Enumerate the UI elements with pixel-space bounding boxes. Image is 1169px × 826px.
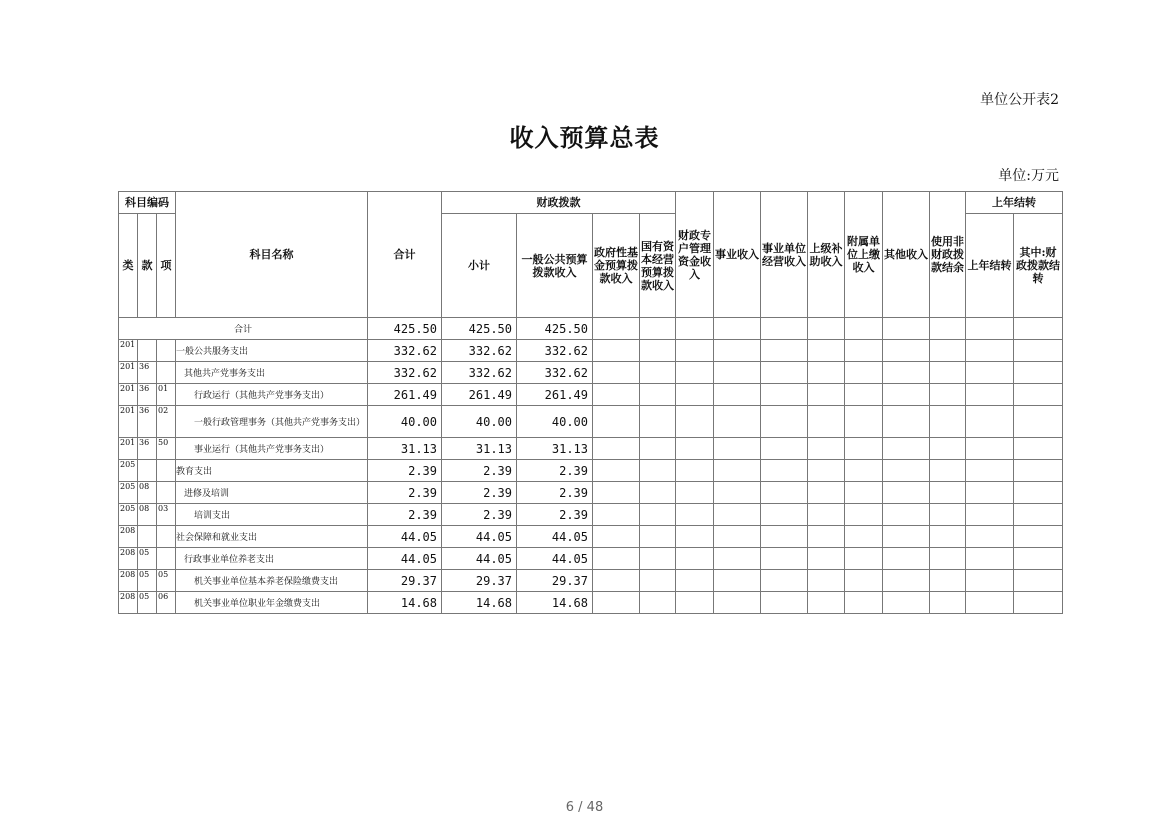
subtotal-value: 2.39 bbox=[442, 460, 517, 482]
section-code: 36 bbox=[138, 438, 157, 460]
section-code: 36 bbox=[138, 362, 157, 384]
total-row-subtotal: 425.50 bbox=[442, 318, 517, 340]
total-value: 14.68 bbox=[368, 592, 442, 614]
general-value: 14.68 bbox=[517, 592, 593, 614]
section-code: 08 bbox=[138, 504, 157, 526]
general-value: 261.49 bbox=[517, 384, 593, 406]
subtotal-value: 31.13 bbox=[442, 438, 517, 460]
total-value: 2.39 bbox=[368, 482, 442, 504]
subject-name: 行政运行（其他共产党事务支出） bbox=[176, 384, 368, 406]
class-code: 201 bbox=[119, 384, 138, 406]
subject-name: 行政事业单位养老支出 bbox=[176, 548, 368, 570]
section-code: 05 bbox=[138, 548, 157, 570]
general-value: 31.13 bbox=[517, 438, 593, 460]
item-code: 02 bbox=[157, 406, 176, 438]
affiliate-income-header: 附属单位上缴收入 bbox=[845, 192, 883, 318]
table-row bbox=[119, 504, 1063, 526]
item-header: 项 bbox=[157, 214, 176, 318]
prior-carryover-header: 上年结转 bbox=[966, 192, 1063, 214]
fiscal-allocation-header: 财政拨款 bbox=[442, 192, 676, 214]
general-value: 44.05 bbox=[517, 548, 593, 570]
table-row bbox=[119, 526, 1063, 548]
total-value: 332.62 bbox=[368, 340, 442, 362]
total-value: 332.62 bbox=[368, 362, 442, 384]
class-code: 201 bbox=[119, 438, 138, 460]
other-income-header: 其他收入 bbox=[883, 192, 930, 318]
subject-name: 进修及培训 bbox=[176, 482, 368, 504]
section-header: 款 bbox=[138, 214, 157, 318]
subtotal-value: 40.00 bbox=[442, 406, 517, 438]
item-code: 01 bbox=[157, 384, 176, 406]
subtotal-value: 261.49 bbox=[442, 384, 517, 406]
general-value: 332.62 bbox=[517, 340, 593, 362]
table-row bbox=[119, 548, 1063, 570]
table-row bbox=[119, 340, 1063, 362]
general-value: 332.62 bbox=[517, 362, 593, 384]
section-code: 08 bbox=[138, 482, 157, 504]
table-row bbox=[119, 362, 1063, 384]
general-value: 2.39 bbox=[517, 482, 593, 504]
form-number: 单位公开表2 bbox=[980, 92, 1059, 108]
subject-name: 一般公共服务支出 bbox=[176, 340, 368, 362]
class-header: 类 bbox=[119, 214, 138, 318]
class-code: 201 bbox=[119, 340, 138, 362]
subject-name: 培训支出 bbox=[176, 504, 368, 526]
item-code bbox=[157, 340, 176, 362]
item-code bbox=[157, 526, 176, 548]
table-row bbox=[119, 384, 1063, 406]
general-value: 40.00 bbox=[517, 406, 593, 438]
class-code: 208 bbox=[119, 570, 138, 592]
class-code: 208 bbox=[119, 526, 138, 548]
page-title: 收入预算总表 bbox=[509, 123, 660, 152]
table-row bbox=[119, 438, 1063, 460]
section-code bbox=[138, 460, 157, 482]
table-body bbox=[119, 318, 1063, 614]
item-code: 06 bbox=[157, 592, 176, 614]
subtotal-value: 2.39 bbox=[442, 504, 517, 526]
class-code: 205 bbox=[119, 482, 138, 504]
subject-code-header: 科目编码 bbox=[119, 192, 176, 214]
table-row bbox=[119, 406, 1063, 438]
total-value: 29.37 bbox=[368, 570, 442, 592]
item-code bbox=[157, 362, 176, 384]
section-code: 05 bbox=[138, 570, 157, 592]
subject-name: 机关事业单位职业年金缴费支出 bbox=[176, 592, 368, 614]
class-code: 205 bbox=[119, 460, 138, 482]
business-income-header: 事业收入 bbox=[714, 192, 761, 318]
section-code bbox=[138, 526, 157, 548]
special-fund-header: 财政专户管理资金收入 bbox=[676, 192, 714, 318]
total-row bbox=[119, 318, 1063, 340]
state-capital-header: 国有资本经营预算拨款收入 bbox=[640, 214, 676, 318]
subtotal-value: 332.62 bbox=[442, 340, 517, 362]
item-code: 50 bbox=[157, 438, 176, 460]
budget-table bbox=[118, 191, 1063, 614]
table-row bbox=[119, 592, 1063, 614]
subject-name: 事业运行（其他共产党事务支出） bbox=[176, 438, 368, 460]
superior-subsidy-header: 上级补助收入 bbox=[808, 192, 845, 318]
total-value: 44.05 bbox=[368, 548, 442, 570]
section-code bbox=[138, 340, 157, 362]
total-row-total: 425.50 bbox=[368, 318, 442, 340]
section-code: 05 bbox=[138, 592, 157, 614]
item-code bbox=[157, 460, 176, 482]
total-header: 合计 bbox=[368, 192, 442, 318]
subtotal-value: 2.39 bbox=[442, 482, 517, 504]
subtotal-value: 44.05 bbox=[442, 548, 517, 570]
section-code: 36 bbox=[138, 384, 157, 406]
general-value: 2.39 bbox=[517, 460, 593, 482]
subtotal-value: 29.37 bbox=[442, 570, 517, 592]
item-code: 05 bbox=[157, 570, 176, 592]
general-value: 44.05 bbox=[517, 526, 593, 548]
general-public-header: 一般公共预算拨款收入 bbox=[517, 214, 593, 318]
class-code: 205 bbox=[119, 504, 138, 526]
class-code: 201 bbox=[119, 406, 138, 438]
total-value: 40.00 bbox=[368, 406, 442, 438]
class-code: 208 bbox=[119, 592, 138, 614]
non-fiscal-balance-header: 使用非财政拨款结余 bbox=[930, 192, 966, 318]
unit-label: 单位:万元 bbox=[998, 168, 1059, 184]
item-code bbox=[157, 548, 176, 570]
class-code: 201 bbox=[119, 362, 138, 384]
general-value: 2.39 bbox=[517, 504, 593, 526]
table-row bbox=[119, 570, 1063, 592]
section-code: 36 bbox=[138, 406, 157, 438]
page-number: 6 / 48 bbox=[565, 800, 604, 815]
item-code bbox=[157, 482, 176, 504]
subject-name: 教育支出 bbox=[176, 460, 368, 482]
item-code: 03 bbox=[157, 504, 176, 526]
operating-income-header: 事业单位经营收入 bbox=[761, 192, 808, 318]
subject-name: 一般行政管理事务（其他共产党事务支出） bbox=[176, 406, 368, 438]
subtotal-value: 332.62 bbox=[442, 362, 517, 384]
total-value: 2.39 bbox=[368, 460, 442, 482]
subtotal-value: 44.05 bbox=[442, 526, 517, 548]
subtotal-value: 14.68 bbox=[442, 592, 517, 614]
gov-fund-header: 政府性基金预算拨款收入 bbox=[593, 214, 640, 318]
table-row bbox=[119, 460, 1063, 482]
total-row-general: 425.50 bbox=[517, 318, 593, 340]
prior-carryover-sub-header: 上年结转 bbox=[966, 214, 1014, 318]
of-which-fiscal-header: 其中:财政拨款结转 bbox=[1014, 214, 1063, 318]
subject-name: 其他共产党事务支出 bbox=[176, 362, 368, 384]
subject-name: 机关事业单位基本养老保险缴费支出 bbox=[176, 570, 368, 592]
total-value: 44.05 bbox=[368, 526, 442, 548]
subject-name: 社会保障和就业支出 bbox=[176, 526, 368, 548]
total-value: 31.13 bbox=[368, 438, 442, 460]
total-value: 2.39 bbox=[368, 504, 442, 526]
class-code: 208 bbox=[119, 548, 138, 570]
general-value: 29.37 bbox=[517, 570, 593, 592]
table-row bbox=[119, 482, 1063, 504]
total-row-label: 合计 bbox=[119, 318, 368, 340]
total-value: 261.49 bbox=[368, 384, 442, 406]
subject-name-header: 科目名称 bbox=[176, 192, 368, 318]
subtotal-header: 小计 bbox=[442, 214, 517, 318]
